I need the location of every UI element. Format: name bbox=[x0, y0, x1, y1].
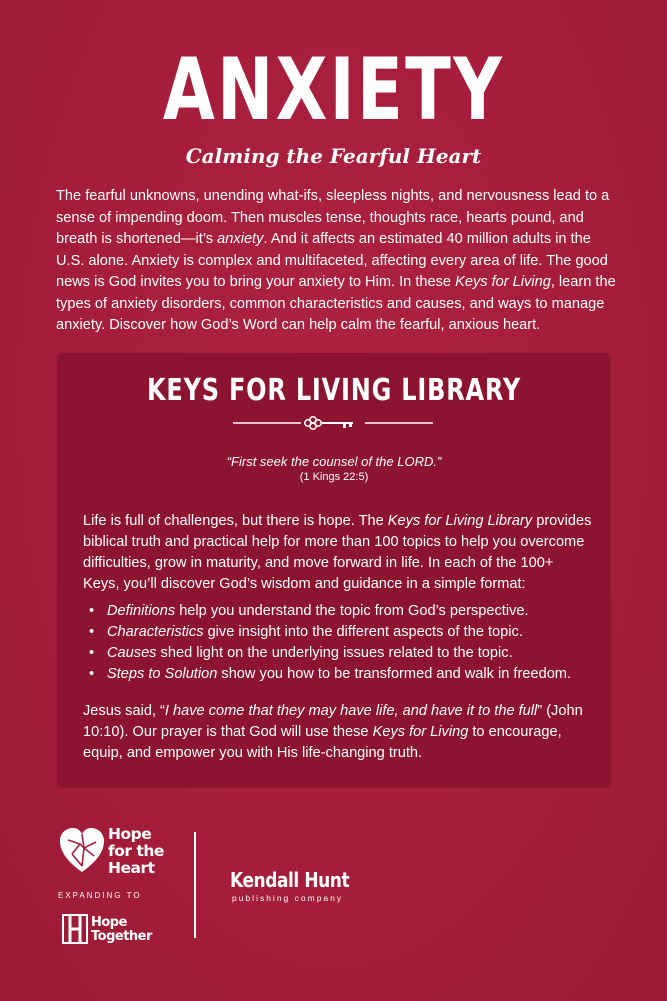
list-item-term: Definitions bbox=[107, 603, 176, 619]
closing-verse-italic: I have come that they may have life, and have it to the full bbox=[164, 703, 538, 719]
library-quote: “First seek the counsel of the LORD.” bbox=[226, 454, 442, 469]
kendall-hunt-logo-text: Kendall Hunt bbox=[230, 868, 350, 892]
keys-library-panel bbox=[57, 353, 611, 788]
list-item bbox=[89, 622, 589, 643]
library-text-2: provides biblical truth and practical help for more than 100 topics to help you overcome difficulties, grow in maturity, and move forward in life. In each of the 100+ Keys, you’ll discover God’s wisdom and guidance in a simple format: bbox=[83, 513, 592, 592]
intro-keys-italic: Keys for Living bbox=[455, 274, 551, 290]
intro-text-2: . And it affects an estimated 40 million adults in the U.S. alone. Anxiety is complex and multifaceted, affecting every area of life. The good news is God invites you to bring your anxiety to Him. In these bbox=[56, 231, 608, 290]
key-divider-icon bbox=[233, 411, 433, 435]
intro-anxiety-italic: anxiety bbox=[217, 231, 264, 247]
page-subtitle: Calming the Fearful Heart bbox=[185, 144, 482, 168]
hope-for-the-heart-logo-text bbox=[108, 826, 164, 877]
kendall-hunt-subtitle: publishing company bbox=[232, 893, 344, 903]
closing-paragraph bbox=[83, 701, 595, 764]
list-item bbox=[89, 601, 589, 622]
intro-text-3: , learn the types of anxiety disorders, common characteristics and causes, and ways to manage anxiety. Discover how God’s Word can help calm the fearful, anxious heart. bbox=[56, 274, 616, 333]
library-quote-reference: (1 Kings 22:5) bbox=[299, 471, 369, 483]
list-item bbox=[89, 643, 589, 664]
list-item bbox=[89, 664, 589, 685]
list-item-text: help you understand the topic from God’s perspective. bbox=[175, 603, 529, 619]
expanding-to-label: EXPANDING TO bbox=[58, 891, 142, 900]
hope-together-mark-icon bbox=[62, 914, 88, 944]
hope-together-logo-text bbox=[91, 916, 152, 944]
ht-line-2: Together bbox=[91, 929, 152, 944]
closing-text-3: to encourage, equip, and empower you with His life-changing truth. bbox=[83, 724, 562, 761]
intro-text-1: The fearful unknowns, unending what-ifs, sleepless nights, and nervousness lead to a sense of impending doom. Then muscles tense, thoughts race, hearts pound, and breath is shortened—it’s bbox=[56, 188, 610, 247]
ht-line-1: Hope bbox=[91, 915, 127, 930]
library-text-italic: Keys for Living Library bbox=[387, 513, 533, 529]
format-list bbox=[89, 601, 589, 685]
hfth-line-3: Heart bbox=[108, 859, 155, 877]
page-title: ANXIETY bbox=[162, 40, 505, 140]
list-item-text: shed light on the underlying issues related to the topic. bbox=[156, 645, 513, 661]
library-title: KEYS FOR LIVING LIBRARY bbox=[146, 373, 522, 408]
list-item-term: Causes bbox=[107, 645, 157, 661]
logo-divider bbox=[194, 832, 196, 938]
closing-keys-italic: Keys for Living bbox=[372, 724, 469, 740]
library-description bbox=[83, 511, 593, 595]
closing-text-1: Jesus said, “ bbox=[83, 703, 165, 719]
library-text-1: Life is full of challenges, but there is hope. The bbox=[83, 513, 388, 529]
list-item-term: Steps to Solution bbox=[107, 666, 218, 682]
list-item-text: give insight into the different aspects of the topic. bbox=[203, 624, 523, 640]
list-item-term: Characteristics bbox=[107, 624, 204, 640]
heart-logo-icon bbox=[58, 826, 106, 876]
hfth-line-1: Hope bbox=[108, 825, 152, 843]
closing-text-2: ” (John 10:10). Our prayer is that God will use these bbox=[83, 703, 583, 740]
list-item-text: show you how to be transformed and walk in freedom. bbox=[217, 666, 572, 682]
intro-paragraph bbox=[56, 186, 616, 337]
publisher-logos bbox=[0, 820, 667, 980]
hfth-line-2: for the bbox=[108, 842, 164, 860]
